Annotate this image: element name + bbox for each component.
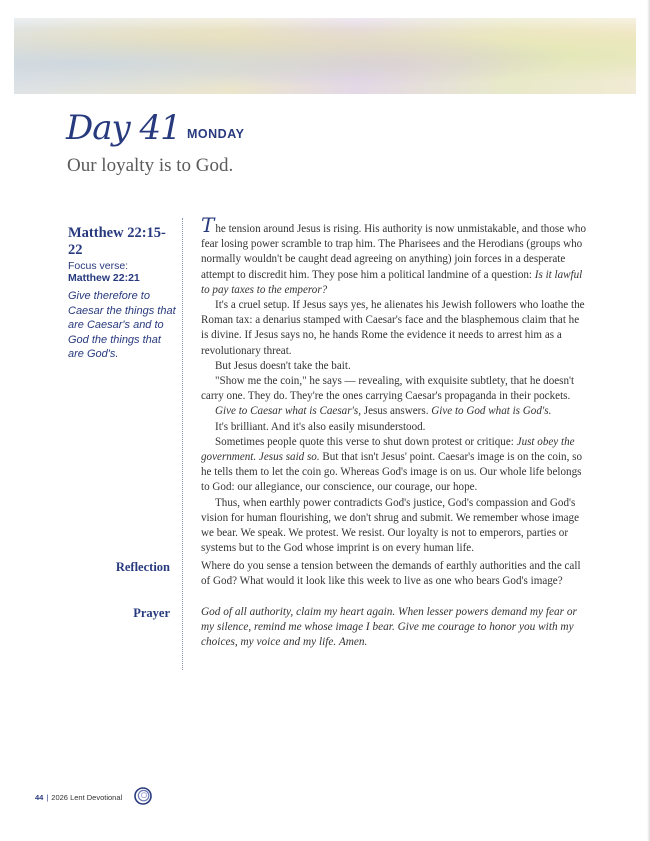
reflection-heading: Reflection xyxy=(115,560,170,574)
footer-separator: | xyxy=(46,793,49,802)
publication-title: 2026 Lent Devotional xyxy=(51,793,123,802)
prayer-text: God of all authority, claim my heart again. When lesser powers demand my fear or my silence, remind me whose image I bear. Give me courage to honor you with my choices, my voice and my life. Amen. xyxy=(201,606,577,649)
day-title: Day 41 xyxy=(66,108,181,148)
page-number: 44 xyxy=(35,793,44,802)
dotted-divider xyxy=(182,218,183,670)
page-subtitle: Our loyalty is to God. xyxy=(67,155,234,176)
page-footer xyxy=(35,793,122,802)
devotional-body xyxy=(201,213,589,556)
focus-verse-text: Give therefore to Caesar the things that are Caesar's and to God the things that are God's. xyxy=(68,290,176,360)
circle-logo-icon xyxy=(133,786,153,806)
body-paragraph: "Show me the coin," he says — revealing, with exquisite subtlety, that he doesn't carry one. They do. They're the ones carrying Caesar's propaganda in their pockets. xyxy=(201,375,575,403)
focus-verse-label: Focus verse: xyxy=(68,260,129,272)
focus-verse-reference: Matthew 22:21 xyxy=(68,272,140,284)
weekday-label: MONDAY xyxy=(187,127,245,141)
body-paragraph: Sometimes people quote this verse to shut down protest or critique: Just obey the government. Jesus said so. But that isn't Jesus' point. Caesar's image is on the coin, so he tells them to let the coin go. Whereas God's image is on us. Our whole life belongs to God: our allegiance, our conscience, our courage, our hope. xyxy=(201,435,582,494)
body-paragraph: Give to Caesar what is Caesar's, Jesus answers. Give to God what is God's. xyxy=(215,405,552,418)
reflection-text: Where do you sense a tension between the demands of earthly authorities and the call of God? What would it look like this week to live as one who bears God's image? xyxy=(201,560,581,588)
sidebar-scripture xyxy=(68,225,176,362)
drop-cap: T xyxy=(201,213,215,237)
prayer-heading: Prayer xyxy=(133,606,170,620)
body-paragraph: The tension around Jesus is rising. His authority is now unmistakable, and those who fear losing power scramble to trap him. The Pharisees and the Herodians (groups who normally wouldn't be caught dead agreeing on anything) join forces in a desperate attempt to discredit him. They pose him a political landmine of a question: Is it lawful to pay taxes to the emperor? xyxy=(201,213,587,296)
body-paragraph: Thus, when earthly power contradicts God's justice, God's compassion and God's vision for human flourishing, we don't shrug and submit. We remember whose image we bear. We speak. We protest. We resist. Our loyalty is not to emperors, parties or systems but to the God whose imprint is on every human life. xyxy=(201,496,580,555)
scripture-reference: Matthew 22:15-22 xyxy=(68,225,166,258)
body-paragraph: It's brilliant. And it's also easily misunderstood. xyxy=(215,420,426,433)
banner-top-fade xyxy=(14,0,636,30)
body-paragraph: It's a cruel setup. If Jesus says yes, he alienates his Jewish followers who loathe the Roman tax: a denarius stamped with Caesar's face and the blasphemous claim that he is divine. If Jesus says no, he hands Rome the evidence it needs to arrest him as a revolutionary threat. xyxy=(201,299,585,357)
body-paragraph: But Jesus doesn't take the bait. xyxy=(215,359,351,372)
